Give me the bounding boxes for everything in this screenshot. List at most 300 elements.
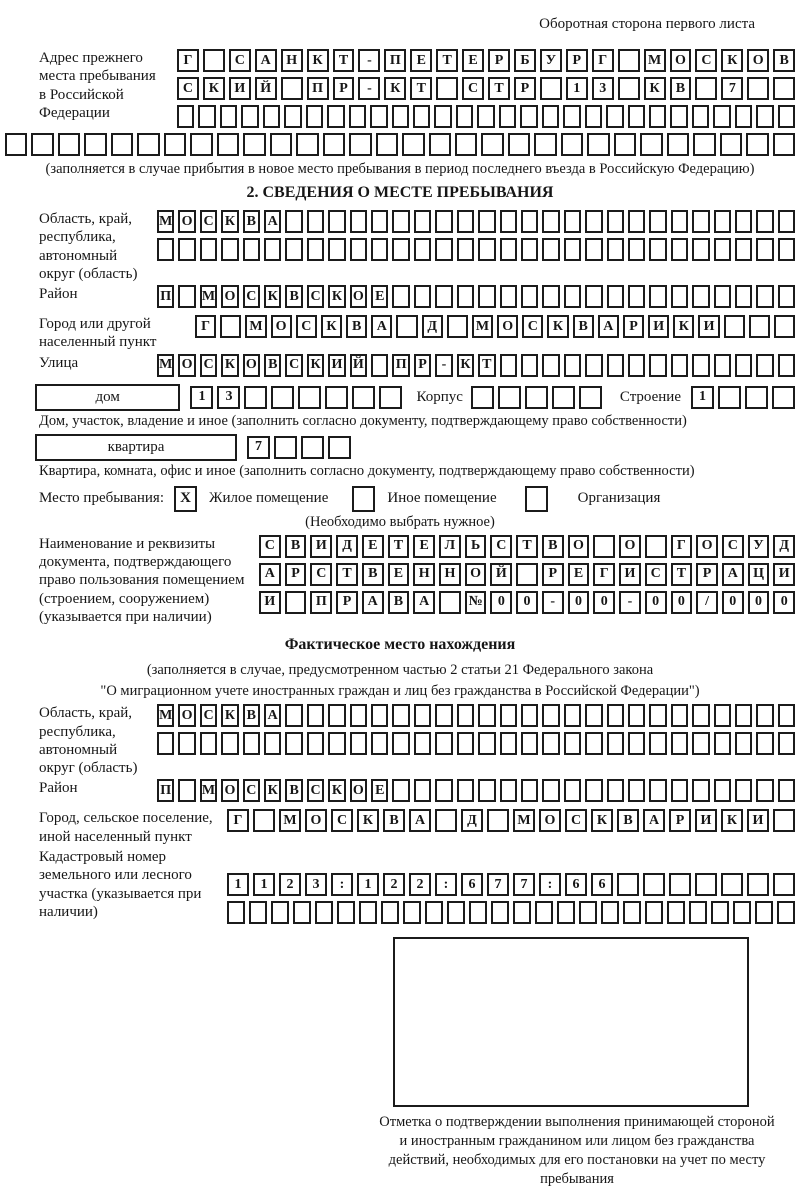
char-cell[interactable] bbox=[521, 354, 538, 377]
char-cell[interactable]: 7 bbox=[513, 873, 535, 896]
char-cell[interactable]: И bbox=[747, 809, 769, 832]
char-cell[interactable]: О bbox=[670, 49, 692, 72]
char-cell[interactable] bbox=[217, 133, 239, 156]
char-cell[interactable] bbox=[264, 238, 281, 261]
char-cell[interactable]: 7 bbox=[721, 77, 743, 100]
char-cell[interactable]: О bbox=[305, 809, 327, 832]
char-cell[interactable] bbox=[477, 105, 494, 128]
char-cell[interactable] bbox=[756, 105, 773, 128]
char-cell[interactable]: Е bbox=[388, 563, 410, 586]
char-cell[interactable]: 6 bbox=[461, 873, 483, 896]
char-cell[interactable] bbox=[542, 779, 559, 802]
char-cell[interactable]: М bbox=[513, 809, 535, 832]
char-cell[interactable]: № bbox=[465, 591, 487, 614]
char-cell[interactable] bbox=[111, 133, 133, 156]
char-cell[interactable] bbox=[414, 210, 431, 233]
char-cell[interactable]: - bbox=[358, 49, 380, 72]
char-cell[interactable] bbox=[542, 354, 559, 377]
char-cell[interactable] bbox=[198, 105, 215, 128]
char-cell[interactable]: А bbox=[371, 315, 392, 338]
char-cell[interactable] bbox=[307, 238, 324, 261]
char-cell[interactable]: 7 bbox=[247, 436, 270, 459]
char-cell[interactable]: 0 bbox=[593, 591, 615, 614]
char-cell[interactable] bbox=[692, 732, 709, 755]
char-cell[interactable]: О bbox=[350, 779, 367, 802]
char-cell[interactable]: К bbox=[221, 210, 238, 233]
char-cell[interactable] bbox=[178, 779, 195, 802]
char-cell[interactable]: С bbox=[695, 49, 717, 72]
char-cell[interactable]: А bbox=[413, 591, 435, 614]
char-cell[interactable]: Д bbox=[422, 315, 443, 338]
char-cell[interactable] bbox=[478, 704, 495, 727]
char-cell[interactable] bbox=[498, 386, 521, 409]
char-cell[interactable]: 1 bbox=[227, 873, 249, 896]
char-cell[interactable] bbox=[376, 133, 398, 156]
char-cell[interactable]: 0 bbox=[722, 591, 744, 614]
char-cell[interactable] bbox=[271, 901, 289, 924]
char-cell[interactable] bbox=[5, 133, 27, 156]
char-cell[interactable]: Й bbox=[490, 563, 512, 586]
char-cell[interactable] bbox=[307, 210, 324, 233]
char-cell[interactable] bbox=[478, 210, 495, 233]
char-cell[interactable] bbox=[772, 386, 795, 409]
char-cell[interactable]: П bbox=[157, 285, 174, 308]
char-cell[interactable]: В bbox=[383, 809, 405, 832]
char-cell[interactable] bbox=[315, 901, 333, 924]
char-cell[interactable]: С bbox=[229, 49, 251, 72]
char-cell[interactable]: Н bbox=[281, 49, 303, 72]
char-cell[interactable] bbox=[379, 386, 402, 409]
char-cell[interactable] bbox=[773, 809, 795, 832]
char-cell[interactable]: Е bbox=[568, 563, 590, 586]
char-cell[interactable] bbox=[500, 238, 517, 261]
residence-checkbox-other[interactable] bbox=[352, 486, 375, 512]
char-cell[interactable]: П bbox=[310, 591, 332, 614]
char-cell[interactable] bbox=[414, 704, 431, 727]
char-cell[interactable]: Е bbox=[371, 285, 388, 308]
char-cell[interactable] bbox=[564, 779, 581, 802]
char-cell[interactable] bbox=[601, 901, 619, 924]
char-cell[interactable] bbox=[542, 210, 559, 233]
char-cell[interactable] bbox=[692, 285, 709, 308]
char-cell[interactable] bbox=[500, 779, 517, 802]
char-cell[interactable] bbox=[392, 285, 409, 308]
char-cell[interactable] bbox=[735, 704, 752, 727]
char-cell[interactable]: О bbox=[619, 535, 641, 558]
char-cell[interactable]: Р bbox=[488, 49, 510, 72]
char-cell[interactable] bbox=[243, 732, 260, 755]
char-cell[interactable]: 3 bbox=[217, 386, 240, 409]
char-cell[interactable] bbox=[778, 704, 795, 727]
char-cell[interactable] bbox=[585, 732, 602, 755]
char-cell[interactable]: Р bbox=[414, 354, 431, 377]
char-cell[interactable]: 6 bbox=[565, 873, 587, 896]
char-cell[interactable] bbox=[585, 285, 602, 308]
char-cell[interactable] bbox=[585, 238, 602, 261]
char-cell[interactable] bbox=[500, 732, 517, 755]
char-cell[interactable]: К bbox=[321, 315, 342, 338]
char-cell[interactable] bbox=[756, 210, 773, 233]
char-cell[interactable] bbox=[649, 285, 666, 308]
char-cell[interactable] bbox=[190, 133, 212, 156]
char-cell[interactable] bbox=[521, 779, 538, 802]
char-cell[interactable] bbox=[778, 354, 795, 377]
char-cell[interactable] bbox=[285, 591, 307, 614]
char-cell[interactable]: Т bbox=[333, 49, 355, 72]
char-cell[interactable]: К bbox=[644, 77, 666, 100]
char-cell[interactable] bbox=[714, 354, 731, 377]
char-cell[interactable] bbox=[241, 105, 258, 128]
char-cell[interactable] bbox=[735, 105, 752, 128]
char-cell[interactable]: С bbox=[177, 77, 199, 100]
char-cell[interactable]: - bbox=[542, 591, 564, 614]
char-cell[interactable] bbox=[157, 238, 174, 261]
char-cell[interactable] bbox=[733, 901, 751, 924]
char-cell[interactable] bbox=[645, 901, 663, 924]
char-cell[interactable]: О bbox=[178, 704, 195, 727]
char-cell[interactable]: Г bbox=[227, 809, 249, 832]
char-cell[interactable]: С bbox=[565, 809, 587, 832]
char-cell[interactable] bbox=[370, 105, 387, 128]
char-cell[interactable]: Е bbox=[410, 49, 432, 72]
char-cell[interactable] bbox=[301, 436, 324, 459]
char-cell[interactable] bbox=[649, 210, 666, 233]
char-cell[interactable]: Н bbox=[413, 563, 435, 586]
char-cell[interactable] bbox=[350, 732, 367, 755]
char-cell[interactable]: С bbox=[200, 354, 217, 377]
char-cell[interactable]: И bbox=[229, 77, 251, 100]
char-cell[interactable]: 1 bbox=[357, 873, 379, 896]
char-cell[interactable] bbox=[414, 732, 431, 755]
char-cell[interactable]: 1 bbox=[253, 873, 275, 896]
char-cell[interactable] bbox=[350, 210, 367, 233]
char-cell[interactable] bbox=[607, 779, 624, 802]
char-cell[interactable]: А bbox=[643, 809, 665, 832]
char-cell[interactable] bbox=[478, 238, 495, 261]
char-cell[interactable] bbox=[735, 210, 752, 233]
char-cell[interactable]: Е bbox=[371, 779, 388, 802]
char-cell[interactable] bbox=[628, 732, 645, 755]
char-cell[interactable]: С bbox=[285, 354, 302, 377]
char-cell[interactable]: А bbox=[255, 49, 277, 72]
char-cell[interactable]: - bbox=[358, 77, 380, 100]
char-cell[interactable]: М bbox=[157, 210, 174, 233]
char-cell[interactable]: А bbox=[598, 315, 619, 338]
char-cell[interactable]: А bbox=[362, 591, 384, 614]
char-cell[interactable] bbox=[447, 901, 465, 924]
char-cell[interactable]: И bbox=[695, 809, 717, 832]
char-cell[interactable]: Р bbox=[542, 563, 564, 586]
char-cell[interactable]: С bbox=[259, 535, 281, 558]
char-cell[interactable]: М bbox=[279, 809, 301, 832]
char-cell[interactable]: У bbox=[748, 535, 770, 558]
char-cell[interactable]: / bbox=[696, 591, 718, 614]
char-cell[interactable]: О bbox=[243, 354, 260, 377]
char-cell[interactable]: В bbox=[670, 77, 692, 100]
char-cell[interactable] bbox=[478, 779, 495, 802]
char-cell[interactable]: В bbox=[346, 315, 367, 338]
char-cell[interactable]: В bbox=[264, 354, 281, 377]
char-cell[interactable] bbox=[435, 704, 452, 727]
char-cell[interactable] bbox=[392, 238, 409, 261]
char-cell[interactable] bbox=[429, 133, 451, 156]
char-cell[interactable]: К bbox=[721, 49, 743, 72]
char-cell[interactable]: 1 bbox=[190, 386, 213, 409]
residence-checkbox-dwelling[interactable]: X bbox=[174, 486, 197, 512]
char-cell[interactable] bbox=[435, 809, 457, 832]
char-cell[interactable] bbox=[457, 238, 474, 261]
char-cell[interactable] bbox=[714, 210, 731, 233]
char-cell[interactable] bbox=[521, 732, 538, 755]
char-cell[interactable]: Т bbox=[336, 563, 358, 586]
char-cell[interactable] bbox=[371, 238, 388, 261]
char-cell[interactable]: В bbox=[388, 591, 410, 614]
char-cell[interactable]: О bbox=[221, 779, 238, 802]
char-cell[interactable] bbox=[521, 704, 538, 727]
char-cell[interactable] bbox=[692, 238, 709, 261]
char-cell[interactable] bbox=[281, 77, 303, 100]
char-cell[interactable]: 0 bbox=[516, 591, 538, 614]
char-cell[interactable] bbox=[713, 105, 730, 128]
char-cell[interactable] bbox=[623, 901, 641, 924]
char-cell[interactable] bbox=[220, 315, 241, 338]
char-cell[interactable] bbox=[457, 704, 474, 727]
char-cell[interactable] bbox=[756, 238, 773, 261]
char-cell[interactable] bbox=[435, 732, 452, 755]
char-cell[interactable] bbox=[350, 704, 367, 727]
char-cell[interactable] bbox=[670, 105, 687, 128]
char-cell[interactable] bbox=[328, 238, 345, 261]
char-cell[interactable]: М bbox=[472, 315, 493, 338]
char-cell[interactable] bbox=[284, 105, 301, 128]
char-cell[interactable]: Й bbox=[350, 354, 367, 377]
char-cell[interactable]: М bbox=[200, 779, 217, 802]
char-cell[interactable]: А bbox=[264, 210, 281, 233]
char-cell[interactable] bbox=[695, 873, 717, 896]
char-cell[interactable] bbox=[371, 704, 388, 727]
char-cell[interactable] bbox=[178, 238, 195, 261]
char-cell[interactable] bbox=[84, 133, 106, 156]
char-cell[interactable]: С bbox=[490, 535, 512, 558]
char-cell[interactable] bbox=[325, 386, 348, 409]
char-cell[interactable]: О bbox=[221, 285, 238, 308]
char-cell[interactable]: 0 bbox=[645, 591, 667, 614]
char-cell[interactable]: М bbox=[245, 315, 266, 338]
char-cell[interactable] bbox=[778, 732, 795, 755]
char-cell[interactable] bbox=[564, 238, 581, 261]
char-cell[interactable] bbox=[285, 732, 302, 755]
char-cell[interactable]: Л bbox=[439, 535, 461, 558]
char-cell[interactable] bbox=[500, 285, 517, 308]
char-cell[interactable] bbox=[711, 901, 729, 924]
char-cell[interactable]: Ц bbox=[748, 563, 770, 586]
char-cell[interactable] bbox=[735, 238, 752, 261]
char-cell[interactable]: К bbox=[328, 779, 345, 802]
char-cell[interactable] bbox=[285, 704, 302, 727]
char-cell[interactable]: У bbox=[540, 49, 562, 72]
char-cell[interactable]: Д bbox=[461, 809, 483, 832]
char-cell[interactable] bbox=[692, 105, 709, 128]
char-cell[interactable]: Ь bbox=[465, 535, 487, 558]
char-cell[interactable] bbox=[413, 105, 430, 128]
char-cell[interactable] bbox=[585, 704, 602, 727]
char-cell[interactable] bbox=[564, 704, 581, 727]
char-cell[interactable]: И bbox=[773, 563, 795, 586]
char-cell[interactable]: О bbox=[696, 535, 718, 558]
char-cell[interactable]: К bbox=[591, 809, 613, 832]
char-cell[interactable] bbox=[274, 436, 297, 459]
char-cell[interactable] bbox=[671, 704, 688, 727]
char-cell[interactable]: И bbox=[328, 354, 345, 377]
char-cell[interactable]: О bbox=[271, 315, 292, 338]
char-cell[interactable] bbox=[606, 105, 623, 128]
char-cell[interactable]: 6 bbox=[591, 873, 613, 896]
char-cell[interactable] bbox=[724, 315, 745, 338]
char-cell[interactable] bbox=[649, 704, 666, 727]
char-cell[interactable]: Р bbox=[623, 315, 644, 338]
char-cell[interactable]: Д bbox=[773, 535, 795, 558]
char-cell[interactable] bbox=[718, 386, 741, 409]
char-cell[interactable]: Т bbox=[671, 563, 693, 586]
char-cell[interactable] bbox=[439, 591, 461, 614]
char-cell[interactable] bbox=[137, 133, 159, 156]
char-cell[interactable] bbox=[721, 873, 743, 896]
char-cell[interactable] bbox=[253, 809, 275, 832]
char-cell[interactable]: 2 bbox=[409, 873, 431, 896]
apartment-box[interactable]: квартира bbox=[35, 434, 237, 461]
char-cell[interactable]: 7 bbox=[487, 873, 509, 896]
char-cell[interactable] bbox=[649, 105, 666, 128]
char-cell[interactable]: Т bbox=[436, 49, 458, 72]
char-cell[interactable] bbox=[164, 133, 186, 156]
char-cell[interactable] bbox=[403, 901, 421, 924]
house-box[interactable]: дом bbox=[35, 384, 180, 411]
char-cell[interactable] bbox=[649, 238, 666, 261]
char-cell[interactable]: Р bbox=[669, 809, 691, 832]
char-cell[interactable] bbox=[749, 315, 770, 338]
char-cell[interactable]: Р bbox=[336, 591, 358, 614]
char-cell[interactable] bbox=[542, 285, 559, 308]
char-cell[interactable] bbox=[371, 210, 388, 233]
char-cell[interactable]: С bbox=[331, 809, 353, 832]
char-cell[interactable] bbox=[499, 105, 516, 128]
char-cell[interactable] bbox=[328, 436, 351, 459]
char-cell[interactable]: С bbox=[645, 563, 667, 586]
char-cell[interactable]: К bbox=[221, 704, 238, 727]
char-cell[interactable]: Н bbox=[439, 563, 461, 586]
char-cell[interactable]: О bbox=[539, 809, 561, 832]
char-cell[interactable] bbox=[714, 285, 731, 308]
char-cell[interactable] bbox=[392, 732, 409, 755]
char-cell[interactable] bbox=[447, 315, 468, 338]
char-cell[interactable] bbox=[323, 133, 345, 156]
char-cell[interactable] bbox=[692, 210, 709, 233]
char-cell[interactable]: 1 bbox=[691, 386, 714, 409]
char-cell[interactable] bbox=[177, 105, 194, 128]
char-cell[interactable] bbox=[564, 732, 581, 755]
char-cell[interactable] bbox=[31, 133, 53, 156]
char-cell[interactable] bbox=[264, 732, 281, 755]
char-cell[interactable]: : bbox=[331, 873, 353, 896]
char-cell[interactable] bbox=[778, 238, 795, 261]
char-cell[interactable] bbox=[561, 133, 583, 156]
char-cell[interactable] bbox=[178, 285, 195, 308]
char-cell[interactable]: К bbox=[221, 354, 238, 377]
char-cell[interactable]: С bbox=[522, 315, 543, 338]
char-cell[interactable] bbox=[296, 133, 318, 156]
char-cell[interactable] bbox=[773, 133, 795, 156]
char-cell[interactable] bbox=[298, 386, 321, 409]
char-cell[interactable] bbox=[402, 133, 424, 156]
char-cell[interactable] bbox=[270, 133, 292, 156]
char-cell[interactable] bbox=[692, 779, 709, 802]
char-cell[interactable] bbox=[607, 732, 624, 755]
char-cell[interactable]: С bbox=[462, 77, 484, 100]
char-cell[interactable] bbox=[328, 210, 345, 233]
char-cell[interactable]: Т bbox=[516, 535, 538, 558]
char-cell[interactable] bbox=[350, 238, 367, 261]
char-cell[interactable]: К bbox=[307, 354, 324, 377]
char-cell[interactable]: М bbox=[157, 354, 174, 377]
char-cell[interactable] bbox=[778, 779, 795, 802]
char-cell[interactable] bbox=[306, 105, 323, 128]
char-cell[interactable]: М bbox=[157, 704, 174, 727]
char-cell[interactable] bbox=[628, 285, 645, 308]
char-cell[interactable]: И bbox=[698, 315, 719, 338]
char-cell[interactable] bbox=[778, 210, 795, 233]
char-cell[interactable] bbox=[773, 873, 795, 896]
char-cell[interactable]: А bbox=[409, 809, 431, 832]
char-cell[interactable] bbox=[327, 105, 344, 128]
char-cell[interactable] bbox=[396, 315, 417, 338]
char-cell[interactable] bbox=[720, 133, 742, 156]
char-cell[interactable] bbox=[392, 105, 409, 128]
char-cell[interactable] bbox=[667, 901, 685, 924]
char-cell[interactable] bbox=[579, 901, 597, 924]
char-cell[interactable]: О bbox=[465, 563, 487, 586]
char-cell[interactable] bbox=[614, 133, 636, 156]
char-cell[interactable] bbox=[434, 105, 451, 128]
char-cell[interactable]: С bbox=[722, 535, 744, 558]
char-cell[interactable] bbox=[293, 901, 311, 924]
char-cell[interactable] bbox=[540, 77, 562, 100]
char-cell[interactable] bbox=[755, 901, 773, 924]
char-cell[interactable] bbox=[243, 133, 265, 156]
char-cell[interactable]: П bbox=[307, 77, 329, 100]
char-cell[interactable]: В bbox=[362, 563, 384, 586]
char-cell[interactable]: В bbox=[542, 535, 564, 558]
char-cell[interactable] bbox=[221, 238, 238, 261]
char-cell[interactable]: К bbox=[328, 285, 345, 308]
char-cell[interactable] bbox=[457, 732, 474, 755]
char-cell[interactable]: С bbox=[296, 315, 317, 338]
char-cell[interactable] bbox=[471, 386, 494, 409]
char-cell[interactable] bbox=[774, 315, 795, 338]
char-cell[interactable]: Р bbox=[566, 49, 588, 72]
residence-checkbox-organization[interactable] bbox=[525, 486, 548, 512]
char-cell[interactable]: К bbox=[721, 809, 743, 832]
char-cell[interactable]: В bbox=[285, 779, 302, 802]
char-cell[interactable] bbox=[337, 901, 355, 924]
char-cell[interactable] bbox=[58, 133, 80, 156]
char-cell[interactable] bbox=[221, 732, 238, 755]
char-cell[interactable] bbox=[745, 386, 768, 409]
char-cell[interactable] bbox=[671, 354, 688, 377]
char-cell[interactable] bbox=[203, 49, 225, 72]
char-cell[interactable] bbox=[735, 779, 752, 802]
char-cell[interactable] bbox=[457, 210, 474, 233]
char-cell[interactable] bbox=[263, 105, 280, 128]
